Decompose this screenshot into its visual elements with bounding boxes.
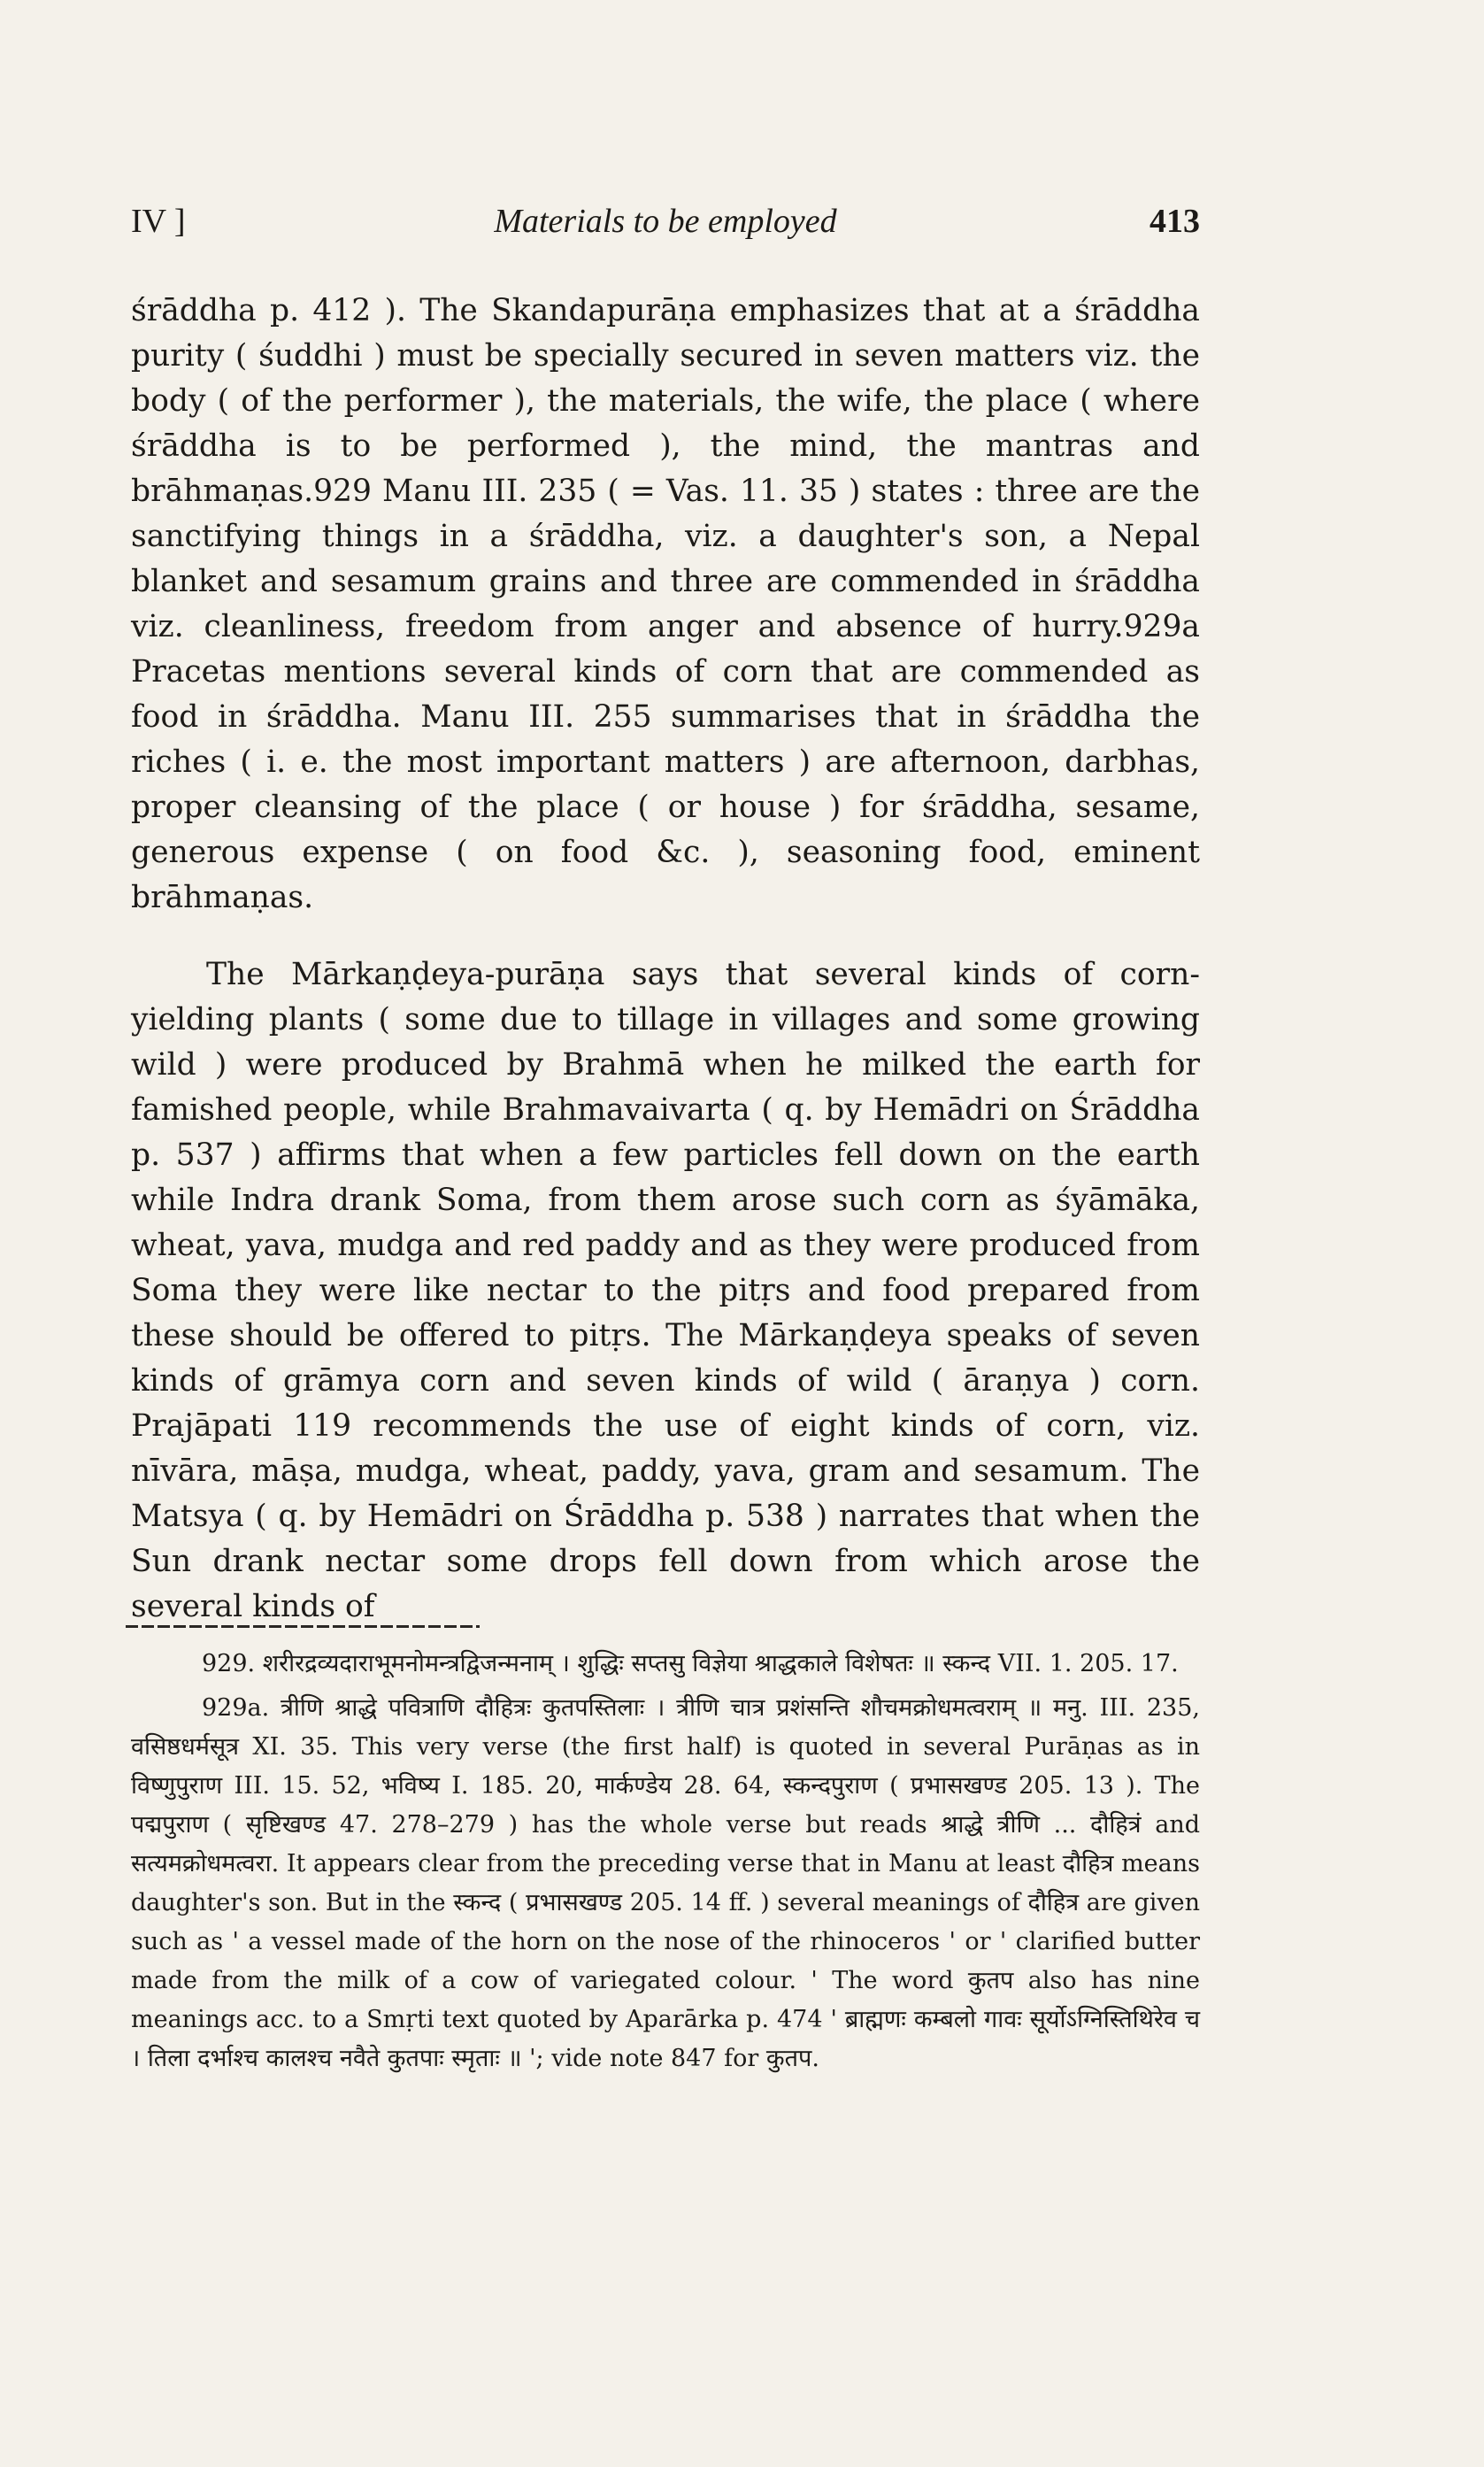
chapter-marker: IV ] bbox=[131, 203, 186, 240]
paragraph-2: The Mārkaṇḍeya-purāṇa says that several kinds of corn-yielding plants ( some due to tillage in villages and some growing wild ) were produced by Brahmā when he milked the earth for famished people, while Brahmavaivarta ( q. by Hemādri on Śrāddha p. 537 ) affirms that when a few particles fell down on the earth while Indra drank Soma, from them arose such corn as śyāmāka, wheat, yava, mudga and red paddy and as they were produced from Soma they were like nectar to the pitṛs and food prepared from these should be offered to pitṛs. The Mārkaṇḍeya speaks of seven kinds of grāmya corn and seven kinds of wild ( āraṇya ) corn. Prajāpati 119 recommends the use of eight kinds of corn, viz. nīvāra, māṣa, mudga, wheat, paddy, yava, gram and sesamum. The Matsya ( q. by Hemādri on Śrāddha p. 538 ) narrates that when the Sun drank nectar some drops fell down from which arose the several kinds of bbox=[131, 957, 1200, 1624]
footnote-929a: 929a. त्रीणि श्राद्धे पवित्राणि दौहित्रः कुतपस्तिलाः । त्रीणि चात्र प्रशंसन्ति शौचमक्रोधमत्वराम् ॥ मनु. III. 235, वसिष्ठधर्मसूत्र XI. 35. This very verse (the first half) is quoted in several Purāṇas as in विष्णुपुराण III. 15. 52, भविष्य I. 185. 20, मार्कण्डेय 28. 64, स्कन्दपुराण ( प्रभासखण्ड 205. 13 ). The पद्मपुराण ( सृष्टिखण्ड 47. 278–279 ) has the whole verse but reads श्राद्धे त्रीणि ... दौहित्रं and सत्यमक्रोधमत्वरा. It appears clear from the preceding verse that in Manu at least दौहित्र means daughter's son. But in the स्कन्द ( प्रभासखण्ड 205. 14 ff. ) several meanings of दौहित्र are given such as ' a vessel made of the horn on the nose of the rhinoceros ' or ' clarified butter made from the milk of a cow of variegated colour. ' The word कुतप also has nine meanings acc. to a Smṛti text quoted by Aparārka p. 474 ' ब्राह्मणः कम्बलो गावः सूर्योऽग्निस्तिथिरेव च । तिला दर्भाश्च कालश्च नवैते कुतपाः स्मृताः ॥ '; vide note 847 for कुतप. bbox=[131, 1694, 1200, 2072]
footnote-929: 929. शरीरद्रव्यदाराभूमनोमन्त्रद्विजन्मनाम् । शुद्धिः सप्तसु विज्ञेया श्राद्धकाले विशेषतः ॥ स्कन्द VII. 1. 205. 17. bbox=[202, 1650, 1179, 1677]
paragraph-1: śrāddha p. 412 ). The Skandapurāṇa emphasizes that at a śrāddha purity ( śuddhi ) must be specially secured in seven matters viz. the body ( of the performer ), the materials, the wife, the place ( where śrāddha is to be performed ), the mind, the mantras and brāhmaṇas.929 Manu III. 235 ( = Vas. 11. 35 ) states : three are the sanctifying things in a śrāddha, viz. a daughter's son, a Nepal blanket and sesamum grains and three are commended in śrāddha viz. cleanliness, freedom from anger and absence of hurry.929a Pracetas mentions several kinds of corn that are commended as food in śrāddha. Manu III. 255 summarises that in śrāddha the riches ( i. e. the most important matters ) are afternoon, darbhas, proper cleansing of the place ( or house ) for śrāddha, sesame, generous expense ( on food &c. ), seasoning food, eminent brāhmaṇas. bbox=[131, 293, 1200, 915]
running-title: Materials to be employed bbox=[494, 203, 837, 240]
footnote-separator bbox=[126, 1625, 480, 1628]
running-header bbox=[131, 202, 1200, 246]
footnotes bbox=[131, 1645, 1200, 2078]
main-text bbox=[131, 289, 1200, 1630]
page-number: 413 bbox=[1150, 203, 1200, 240]
